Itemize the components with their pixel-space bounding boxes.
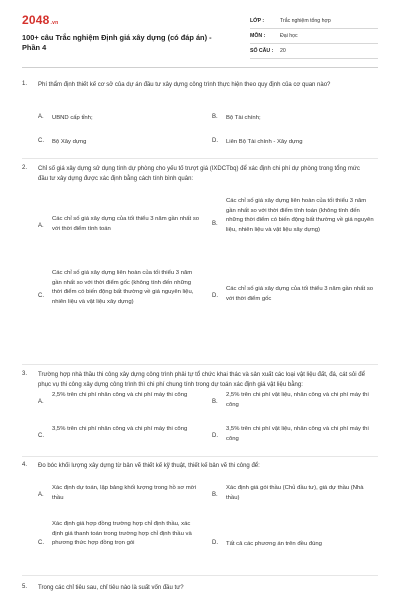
option-letter: D.: [212, 293, 218, 299]
header-divider: [22, 67, 378, 68]
question-number: 2.: [22, 165, 28, 171]
option-text: Bộ Xây dựng: [52, 139, 87, 145]
option-letter: A.: [38, 492, 44, 498]
meta-value: Đại học: [280, 33, 298, 39]
option-letter: A.: [38, 399, 44, 405]
question-number: 1.: [22, 81, 28, 87]
question-number: 4.: [22, 462, 28, 468]
option-text: Các chỉ số giá xây dựng liên hoàn của tối thiểu 3 năm gần nhất so với thời điểm tính toán (không tính đến những thời điểm có biến động bất thường về giá nguyên liệu, nhiên liệu và vật liệu xây dựng): [226, 198, 374, 233]
option-letter: B.: [212, 114, 218, 120]
site-logo[interactable]: 2048.vn: [22, 13, 59, 27]
question-2: [22, 165, 378, 365]
question-divider: [22, 456, 378, 457]
option-text: 2,5% trên chi phí nhân công và chi phí máy thi công: [52, 392, 188, 398]
option-letter: D.: [212, 433, 218, 439]
option-text: Xác định giá gói thầu (Chủ đầu tư), giá dự thầu (Nhà thầu): [226, 485, 364, 501]
option-text: Liên Bộ Tài chính - Xây dựng: [226, 139, 303, 145]
option-letter: C.: [38, 433, 44, 439]
question-3: [22, 371, 378, 457]
question-number: 5.: [22, 584, 28, 590]
question-stem: Chỉ số giá xây dựng sử dụng tính dự phòng cho yếu tố trượt giá (IXDCTbq) để xác định chi phí dự phòng trong tổng mức đầu tư xây dựng được xác định bằng cách tính bình quân:: [38, 166, 360, 182]
option-text: Tất cả các phương án trên đều đúng: [226, 541, 322, 547]
option-text: Các chỉ số giá xây dựng của tối thiểu 3 năm gần nhất so với thời điểm gốc: [226, 286, 374, 302]
option-text: 3,5% trên chi phí nhân công và chi phí máy thi công: [52, 426, 188, 432]
question-divider: [22, 364, 378, 365]
option-letter: C.: [38, 540, 44, 546]
option-text: Các chỉ số giá xây dựng liên hoàn của tối thiểu 3 năm gần nhất so với thời điểm gốc (không tính đến những thời điểm có biến động bất thường về giá nguyên liệu, nhiên liệu và vật liệu xây dựng): [52, 270, 194, 305]
option-text: Các chỉ số giá xây dựng của tối thiểu 3 năm gần nhất so với thời điểm tính toán: [52, 216, 200, 232]
meta-key: MÔN :: [250, 33, 266, 39]
question-4: [22, 462, 378, 576]
option-text: 2,5% trên chi phí vật liệu, nhân công và chi phí máy thi công: [226, 392, 369, 408]
option-letter: C.: [38, 293, 44, 299]
meta-value: Trắc nghiệm tổng hợp: [280, 18, 331, 24]
option-text: Xác định dự toán, lập bảng khối lượng trong hồ sơ mời thầu: [52, 485, 196, 501]
question-stem: Trường hợp nhà thầu thi công xây dựng công trình phải tự tổ chức khai thác và sản xuất các loại vật liệu đất, đá, cát sỏi để phục vụ thi công xây dựng công trình thì chi phí chung tính trong dự toán xác định giá vật liệu bằng:: [38, 372, 365, 388]
document-header: [0, 0, 400, 64]
question-stem: Phí thẩm định thiết kế cơ sở của dự án đầu tư xây dựng công trình thực hiện theo quy định của cơ quan nào?: [38, 82, 331, 88]
document-title: 100+ câu Trắc nghiệm Định giá xây dựng (có đáp án) - Phần 4: [22, 33, 212, 52]
option-text: 3,5% trên chi phí vật liệu, nhân công và chi phí máy thi công: [226, 426, 369, 442]
document-meta: [250, 14, 378, 59]
option-letter: A.: [38, 114, 44, 120]
meta-subject-row: [250, 29, 378, 44]
option-text: Xác định giá hợp đồng trường hợp chỉ định thầu, xác định giá thanh toán trong trường hợp chỉ định thầu và phương thức hợp đồng trọn gói: [52, 521, 192, 547]
question-stem: Trong các chỉ tiêu sau, chỉ tiêu nào là suất vốn đầu tư?: [38, 585, 184, 591]
meta-key: LỚP :: [250, 18, 265, 24]
question-stem: Đo bóc khối lượng xây dựng từ bản vẽ thiết kế kỹ thuật, thiết kế bản vẽ thi công để:: [38, 463, 260, 469]
question-5: [22, 584, 378, 596]
option-letter: A.: [38, 223, 44, 229]
question-1: [22, 81, 378, 159]
option-letter: B.: [212, 399, 218, 405]
meta-count-row: [250, 44, 378, 59]
option-letter: D.: [212, 540, 218, 546]
option-letter: B.: [212, 492, 218, 498]
option-letter: D.: [212, 138, 218, 144]
option-text: Bộ Tài chính;: [226, 115, 261, 121]
meta-class-row: [250, 14, 378, 29]
option-text: UBND cấp tỉnh;: [52, 115, 93, 121]
question-number: 3.: [22, 371, 28, 377]
meta-value: 20: [280, 48, 286, 54]
option-letter: B.: [212, 221, 218, 227]
meta-key: SỐ CÂU :: [250, 48, 274, 54]
question-divider: [22, 158, 378, 159]
question-divider: [22, 575, 378, 576]
option-letter: C.: [38, 138, 44, 144]
